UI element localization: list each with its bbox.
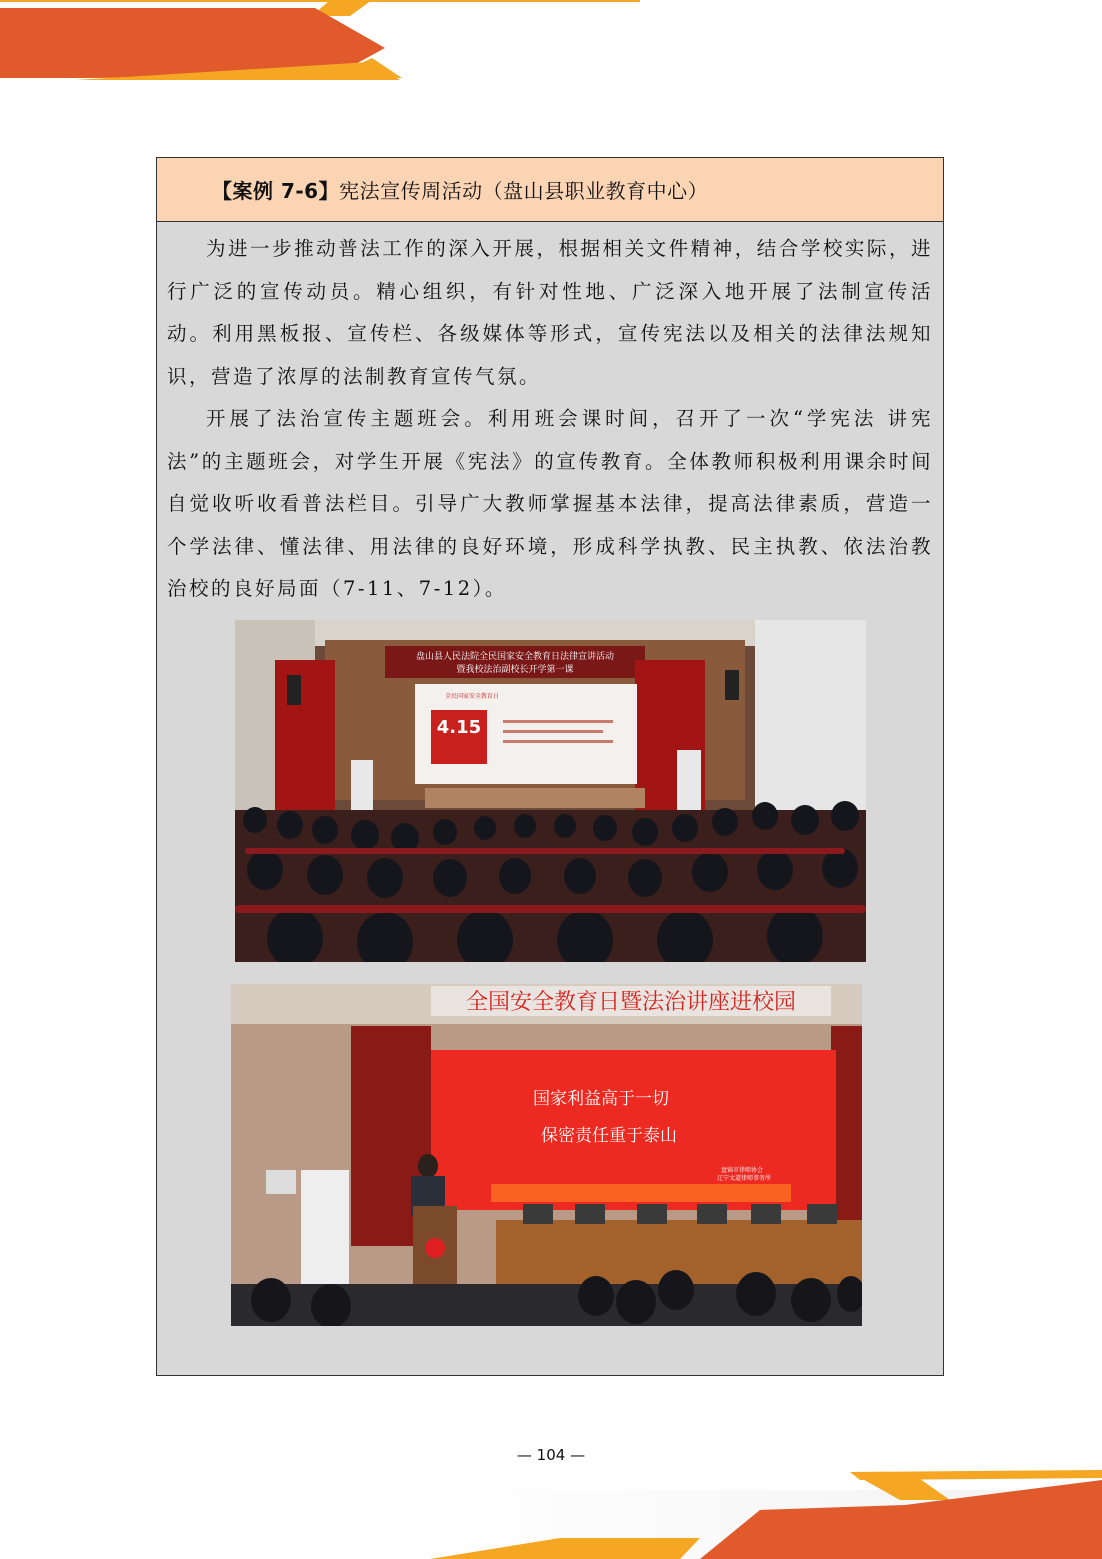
case-body <box>157 222 943 611</box>
top-decoration <box>0 0 1102 90</box>
lecture-photo <box>231 984 862 1326</box>
photo2-banner: 全国安全教育日暨法治讲座进校园 <box>465 990 797 1015</box>
case-header <box>157 158 943 222</box>
photo1-banner-line1: 盘山县人民法院全民国家安全教育日法律宣讲活动 <box>415 652 615 662</box>
auditorium-photo <box>235 620 866 962</box>
case-title <box>212 175 708 204</box>
photo2-screen-line1: 国家利益高于一切 <box>533 1089 669 1109</box>
photo1-badge: 4.15 <box>436 717 482 738</box>
photo2-screen-org2: 辽宁文道律师事务所 <box>717 1175 772 1182</box>
photo2-screen-line2: 保密责任重于泰山 <box>541 1126 677 1146</box>
photo1-screen-top: 全民国家安全教育日 <box>445 693 500 700</box>
case-title-text: 宪法宣传周活动（盘山县职业教育中心） <box>339 179 709 203</box>
page-number: — 104 — <box>516 1446 586 1464</box>
case-box <box>156 157 944 1376</box>
photo2-screen-org1: 盘锦市律师协会 <box>721 1167 764 1174</box>
case-title-bracket: 【案例 7-6】 <box>212 179 340 203</box>
paragraph: 为进一步推动普法工作的深入开展，根据相关文件精神，结合学校实际，进行广泛的宣传动员。精心组织，有针对性地、广泛深入地开展了法制宣传活动。利用黑板报、宣传栏、各级媒体等形式，宣传宪法以及相关的法律法规知识，营造了浓厚的法制教育宣传气氛。 <box>167 237 933 388</box>
paragraph: 开展了法治宣传主题班会。利用班会课时间，召开了一次“学宪法 讲宪法”的主题班会，对学生开展《宪法》的宣传教育。全体教师积极利用课余时间自觉收听收看普法栏目。引导广大教师掌握基本法律，提高法律素质，营造一个学法律、懂法律、用法律的良好环境，形成科学执教、民主执教、依法治教治校的良好局面（7-11、7-12）。 <box>167 407 933 600</box>
photo1-banner-line2: 暨我校法治副校长开学第一课 <box>456 665 574 675</box>
